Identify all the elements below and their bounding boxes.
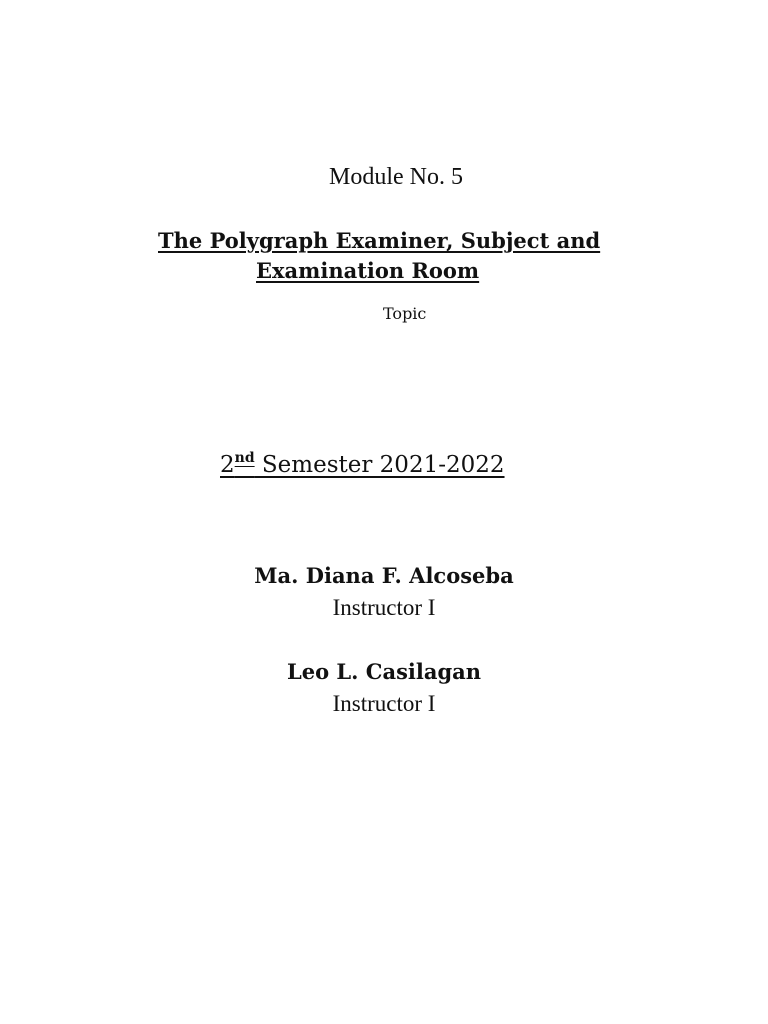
semester-text: Semester 2021-2022: [254, 452, 505, 478]
document-title: [158, 226, 678, 286]
instructor-2-title: Instructor I: [332, 691, 436, 716]
semester-heading: [220, 450, 505, 478]
title-line-1: The Polygraph Examiner, Subject and: [158, 228, 601, 253]
semester-ordinal-suffix: nd: [234, 450, 255, 466]
instructor-2-name: Leo L. Casilagan: [286, 659, 482, 684]
title-line-2: Examination Room: [256, 258, 480, 283]
topic-label: Topic: [383, 304, 427, 323]
instructor-1-title: Instructor I: [332, 595, 436, 620]
module-number: Module No. 5: [329, 164, 463, 190]
semester-ordinal-number: 2: [220, 452, 235, 478]
instructor-1-name: Ma. Diana F. Alcoseba: [254, 563, 514, 588]
